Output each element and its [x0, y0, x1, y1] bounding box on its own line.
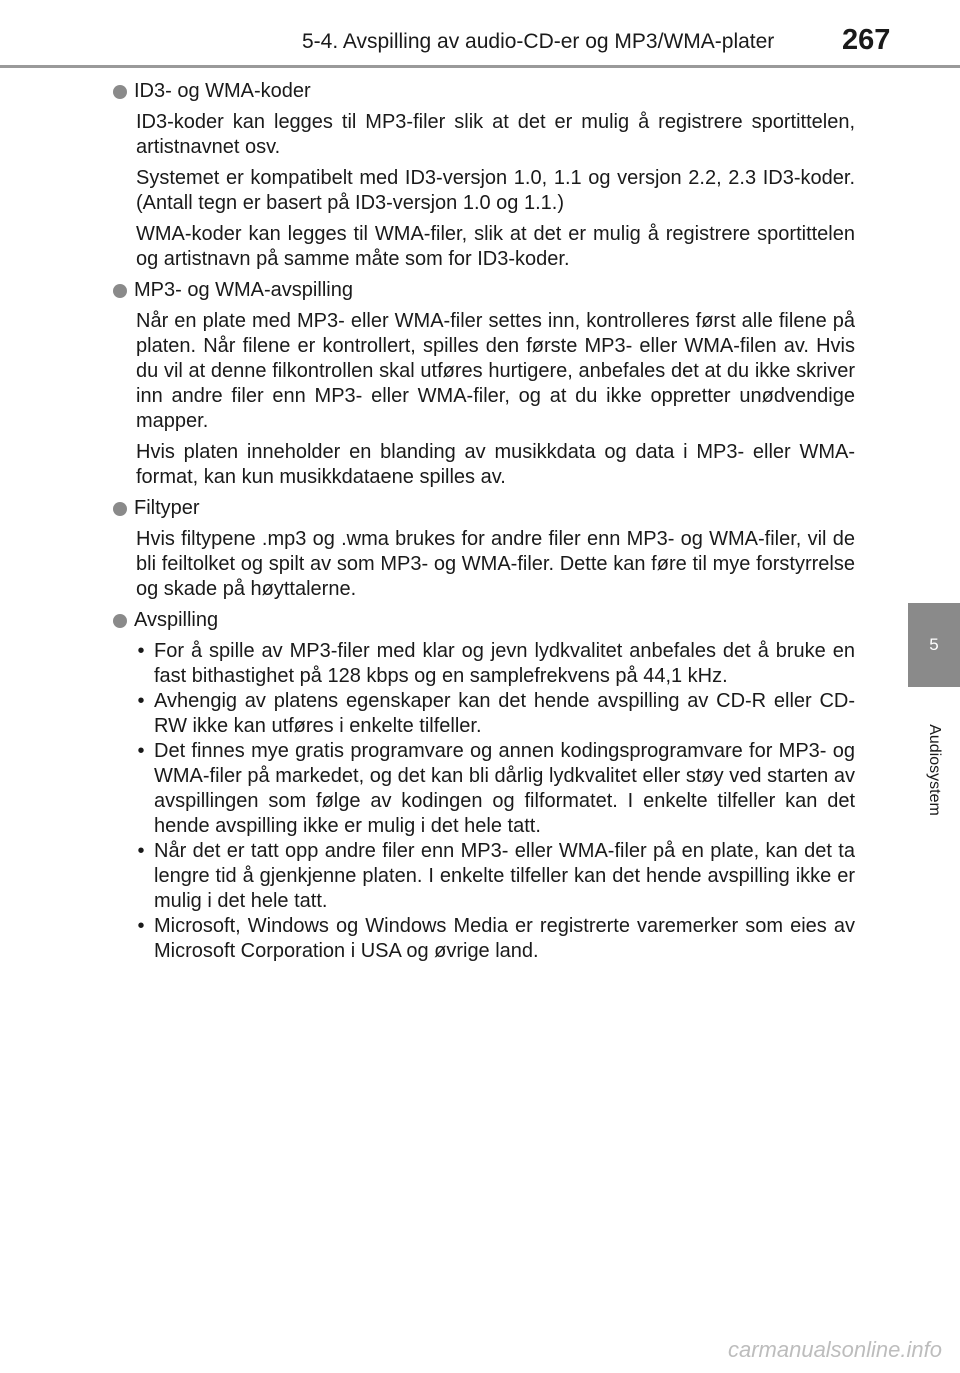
circle-bullet-icon — [113, 502, 127, 516]
paragraph: Hvis filtypene .mp3 og .wma brukes for andre filer enn MP3- og WMA-filer, vil de bli feiltolket og spilt av som MP3- og WMA-filer. Dette kan føre til mye forstyrrelse og skade på høyttalerne. — [136, 528, 855, 600]
list-item-text: Når det er tatt opp andre filer enn MP3- eller WMA-filer på en plate, kan det ta lengre tid å gjenkjenne platen. I enkelte tilfeller kan det hende avspilling ikke er mulig i det hele tatt. — [154, 840, 855, 912]
circle-bullet-icon — [113, 284, 127, 298]
list-item — [136, 914, 855, 964]
section-heading-text: Filtyper — [134, 497, 200, 519]
list-item-text: For å spille av MP3-filer med klar og jevn lydkvalitet anbefales det å bruke en fast bithastighet på 128 kbps og en samplefrekvens på 44,1 kHz. — [154, 640, 855, 687]
section-heading — [113, 496, 855, 521]
list-item — [136, 739, 855, 839]
list-item-text: Det finnes mye gratis programvare og annen kodingsprogramvare for MP3- og WMA-filer på markedet, og det kan bli dårlig lydkvalitet eller støy ved starten av avspillingen som følge av kodingen og filformatet. I enkelte tilfeller kan det hende avspilling ikke er mulig i det hele tatt. — [154, 740, 855, 837]
dot-bullet-icon: • — [137, 915, 145, 937]
bullet-list — [136, 639, 855, 964]
list-item-text: Microsoft, Windows og Windows Media er registrerte varemerker som eies av Microsoft Corporation i USA og øvrige land. — [154, 915, 855, 962]
paragraph: Hvis platen inneholder en blanding av musikkdata og data i MP3- eller WMA-format, kan kun musikkdataene spilles av. — [136, 441, 855, 488]
section-heading — [113, 79, 855, 104]
list-item — [136, 689, 855, 739]
paragraph: Når en plate med MP3- eller WMA-filer settes inn, kontrolleres først alle filene på platen. Når filene er kontrollert, spilles den første MP3- eller WMA-filen av. Hvis du vil at denne filkontrollen skal utføres hurtigere, anbefales det at du ikke skriver inn andre filer enn MP3- eller WMA-filer, og at du ikke oppretter unødvendige mapper. — [136, 310, 855, 432]
paragraph: WMA-koder kan legges til WMA-filer, slik at det er mulig å registrere sportittelen og artistnavn på samme måte som for ID3-koder. — [136, 223, 855, 270]
paragraph: Systemet er kompatibelt med ID3-versjon 1.0, 1.1 og versjon 2.2, 2.3 ID3-koder. (Antall tegn er basert på ID3-versjon 1.0 og 1.1.) — [136, 167, 855, 214]
page-content — [113, 79, 855, 964]
section-heading-text: Avspilling — [134, 609, 219, 631]
chapter-tab — [908, 603, 960, 687]
section-heading-text: ID3- og WMA-koder — [134, 80, 311, 102]
page-number: 267 — [842, 24, 891, 56]
paragraph: ID3-koder kan legges til MP3-filer slik at det er mulig å registrere sportittelen, artistnavnet osv. — [136, 111, 855, 158]
dot-bullet-icon: • — [137, 740, 145, 762]
circle-bullet-icon — [113, 85, 127, 99]
dot-bullet-icon: • — [137, 690, 145, 712]
circle-bullet-icon — [113, 614, 127, 628]
list-item — [136, 839, 855, 914]
list-item — [136, 639, 855, 689]
chapter-number: 5 — [929, 635, 939, 654]
section-heading-text: MP3- og WMA-avspilling — [134, 279, 353, 301]
list-item-text: Avhengig av platens egenskaper kan det hende avspilling av CD-R eller CD-RW ikke kan utføres i enkelte tilfeller. — [154, 690, 855, 737]
dot-bullet-icon: • — [137, 640, 145, 662]
dot-bullet-icon: • — [137, 840, 145, 862]
header-rule — [0, 65, 960, 68]
chapter-label: Audiosystem — [926, 724, 943, 816]
section-heading — [113, 278, 855, 303]
watermark: carmanualsonline.info — [727, 1337, 942, 1362]
section-heading — [113, 608, 855, 633]
page-header-title: 5-4. Avspilling av audio-CD-er og MP3/WMA-plater — [302, 30, 775, 53]
